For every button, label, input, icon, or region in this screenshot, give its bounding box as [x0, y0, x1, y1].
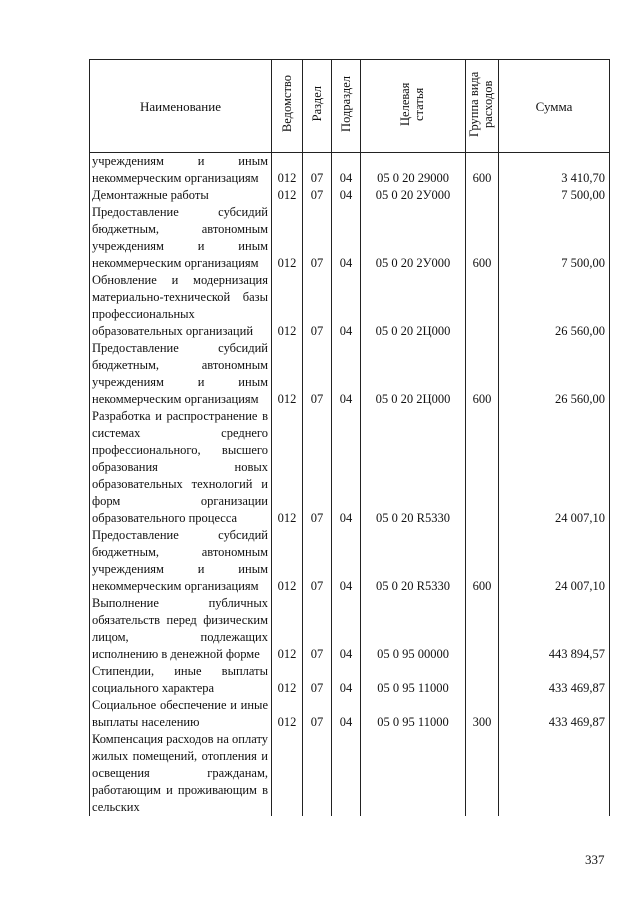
row-section: 07 [303, 527, 332, 595]
row-department: 012 [272, 663, 303, 697]
row-department: 012 [272, 527, 303, 595]
row-section: 07 [303, 204, 332, 272]
table-header-row [90, 60, 610, 153]
row-section: 07 [303, 697, 332, 731]
row-section: 07 [303, 153, 332, 188]
row-subsection [332, 731, 361, 816]
row-target-article: 05 0 20 R5330 [361, 408, 466, 527]
row-target-article: 05 0 20 R5330 [361, 527, 466, 595]
row-amount [499, 731, 610, 816]
row-amount: 3 410,70 [499, 153, 610, 188]
row-amount: 24 007,10 [499, 408, 610, 527]
row-amount: 24 007,10 [499, 527, 610, 595]
row-amount: 7 500,00 [499, 187, 610, 204]
row-target-article: 05 0 20 2У000 [361, 187, 466, 204]
header-section [303, 60, 332, 153]
table-row [90, 340, 610, 408]
row-name: Выполнение публичных обязательств перед физическим лицом, подлежащих исполнению в денежной форме [90, 595, 272, 663]
row-section: 07 [303, 187, 332, 204]
row-target-article: 05 0 20 2Ц000 [361, 272, 466, 340]
budget-table [89, 59, 610, 816]
row-department: 012 [272, 408, 303, 527]
row-department: 012 [272, 340, 303, 408]
header-expense-group-label: Группа вида расходов [467, 70, 495, 137]
row-name: Социальное обеспечение и иные выплаты населению [90, 697, 272, 731]
row-target-article: 05 0 95 00000 [361, 595, 466, 663]
row-target-article: 05 0 20 29000 [361, 153, 466, 188]
row-expense-group [466, 663, 499, 697]
row-section: 07 [303, 408, 332, 527]
row-name: учреждениям и иным некоммерческим организациям [90, 153, 272, 188]
row-expense-group [466, 408, 499, 527]
row-subsection: 04 [332, 408, 361, 527]
row-expense-group: 600 [466, 340, 499, 408]
header-name: Наименование [90, 60, 272, 153]
table-row [90, 187, 610, 204]
table-row [90, 153, 610, 188]
row-amount: 7 500,00 [499, 204, 610, 272]
row-department: 012 [272, 697, 303, 731]
row-section: 07 [303, 663, 332, 697]
row-name: Стипендии, иные выплаты социального характера [90, 663, 272, 697]
header-department-label: Ведомство [280, 74, 294, 133]
row-department [272, 731, 303, 816]
row-section: 07 [303, 595, 332, 663]
row-section [303, 731, 332, 816]
row-department: 012 [272, 595, 303, 663]
row-department: 012 [272, 153, 303, 188]
row-name: Демонтажные работы [90, 187, 272, 204]
row-target-article: 05 0 20 2Ц000 [361, 340, 466, 408]
row-section: 07 [303, 340, 332, 408]
row-expense-group [466, 731, 499, 816]
row-subsection: 04 [332, 187, 361, 204]
row-target-article [361, 731, 466, 816]
row-amount: 26 560,00 [499, 272, 610, 340]
row-name: Компенсация расходов на оплату жилых помещений, отопления и освещения гражданам, работающим и проживающим в сельских [90, 731, 272, 816]
row-expense-group [466, 272, 499, 340]
row-name: Предоставление субсидий бюджетным, автономным учреждениям и иным некоммерческим организациям [90, 340, 272, 408]
row-amount: 433 469,87 [499, 663, 610, 697]
header-subsection-label: Подраздел [339, 75, 353, 132]
table-row [90, 697, 610, 731]
row-department: 012 [272, 272, 303, 340]
row-expense-group: 600 [466, 527, 499, 595]
header-target-article [361, 60, 466, 153]
table-row [90, 408, 610, 527]
row-expense-group [466, 595, 499, 663]
row-target-article: 05 0 95 11000 [361, 697, 466, 731]
header-target-article-label: Целевая статья [398, 81, 426, 126]
row-expense-group: 600 [466, 153, 499, 188]
row-name: Обновление и модернизация материально-технической базы профессиональных образовательных организаций [90, 272, 272, 340]
header-section-label: Раздел [310, 85, 324, 122]
table-row [90, 595, 610, 663]
table-row [90, 272, 610, 340]
row-target-article: 05 0 95 11000 [361, 663, 466, 697]
row-subsection: 04 [332, 340, 361, 408]
table-row [90, 527, 610, 595]
row-department: 012 [272, 187, 303, 204]
header-subsection [332, 60, 361, 153]
row-department: 012 [272, 204, 303, 272]
row-name: Разработка и распространение в системах среднего профессионального, высшего образования новых образовательных технологий и форм организации образовательного процесса [90, 408, 272, 527]
row-expense-group [466, 187, 499, 204]
row-amount: 433 469,87 [499, 697, 610, 731]
row-expense-group: 600 [466, 204, 499, 272]
row-subsection: 04 [332, 272, 361, 340]
table-body [90, 153, 610, 817]
header-amount: Сумма [499, 60, 610, 153]
row-subsection: 04 [332, 663, 361, 697]
table-row [90, 204, 610, 272]
row-name: Предоставление субсидий бюджетным, автономным учреждениям и иным некоммерческим организациям [90, 204, 272, 272]
row-section: 07 [303, 272, 332, 340]
row-target-article: 05 0 20 2У000 [361, 204, 466, 272]
row-amount: 26 560,00 [499, 340, 610, 408]
row-subsection: 04 [332, 527, 361, 595]
row-subsection: 04 [332, 697, 361, 731]
row-amount: 443 894,57 [499, 595, 610, 663]
row-subsection: 04 [332, 153, 361, 188]
row-subsection: 04 [332, 595, 361, 663]
row-subsection: 04 [332, 204, 361, 272]
table-row [90, 663, 610, 697]
row-name: Предоставление субсидий бюджетным, автономным учреждениям и иным некоммерческим организациям [90, 527, 272, 595]
page-number: 337 [585, 852, 605, 867]
header-department [272, 60, 303, 153]
row-expense-group: 300 [466, 697, 499, 731]
budget-table-container [89, 59, 609, 816]
header-expense-group [466, 60, 499, 153]
table-row [90, 731, 610, 816]
